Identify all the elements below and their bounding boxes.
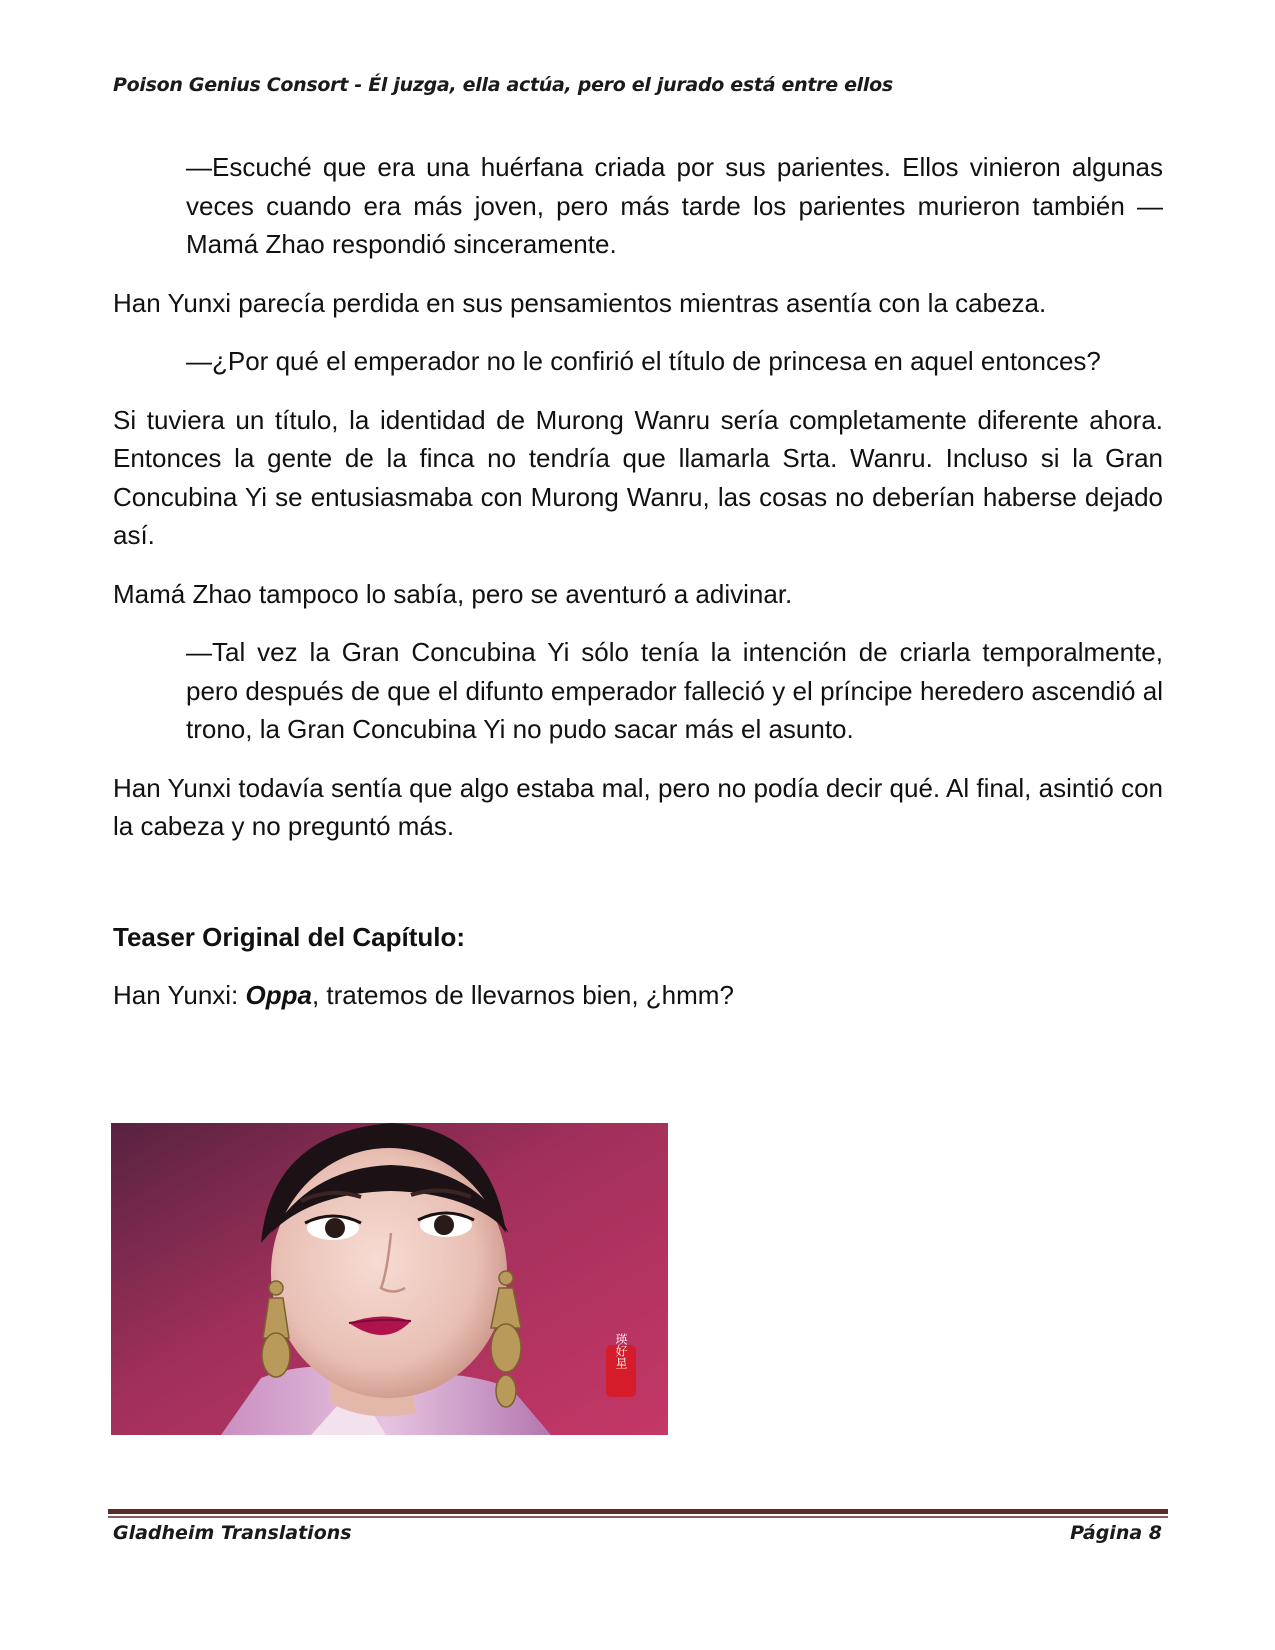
paragraph-2: Han Yunxi parecía perdida en sus pensamientos mientras asentía con la cabeza. — [113, 287, 1047, 318]
paragraph-5: Mamá Zhao tampoco lo sabía, pero se aventuró a adivinar. — [113, 578, 793, 609]
teaser-speaker: Han Yunxi: — [113, 980, 246, 1010]
paragraph-3: —¿Por qué el emperador no le confirió el título de princesa en aquel entonces? — [186, 346, 1101, 376]
teaser-heading: Teaser Original del Capítulo: — [113, 921, 466, 952]
teaser-photo — [111, 1123, 668, 1435]
teaser-dialog: , tratemos de llevarnos bien, ¿hmm? — [311, 980, 734, 1010]
portrait-illustration — [111, 1123, 668, 1435]
paragraph-1: —Escuché que era una huérfana criada por sus parientes. Ellos vinieron algunas veces cuando era más joven, pero más tarde los parientes murieron también —Mamá Zhao respondió sinceramente. — [186, 152, 1163, 259]
footer-rule — [108, 1509, 1168, 1514]
page-number: Página 8 — [1070, 1522, 1162, 1544]
seal-text: 瑛好星 — [614, 1333, 628, 1369]
paragraph-4: Si tuviera un título, la identidad de Murong Wanru sería completamente diferente ahora. Entonces la gente de la finca no tendría que llamarla Srta. Wanru. Incluso si la Gran Concubina Yi se entusiasmaba con Murong Wanru, las cosas no deberían haberse dejado así. — [113, 404, 1163, 550]
footer-rule-thin — [108, 1516, 1168, 1518]
footer-publisher: Gladheim Translations — [113, 1522, 352, 1544]
document-body — [113, 148, 1163, 1035]
page-header: Poison Genius Consort - Él juzga, ella actúa, pero el jurado está entre ellos — [113, 74, 893, 96]
teaser-emphasis: Oppa — [245, 980, 312, 1010]
paragraph-7: Han Yunxi todavía sentía que algo estaba mal, pero no podía decir qué. Al final, asintió con la cabeza y no preguntó más. — [113, 772, 1163, 841]
teaser-line — [113, 976, 1163, 1015]
paragraph-6: —Tal vez la Gran Concubina Yi sólo tenía la intención de criarla temporalmente, pero después de que el difunto emperador falleció y el príncipe heredero ascendió al trono, la Gran Concubina Yi no pudo sacar más el asunto. — [186, 637, 1163, 744]
